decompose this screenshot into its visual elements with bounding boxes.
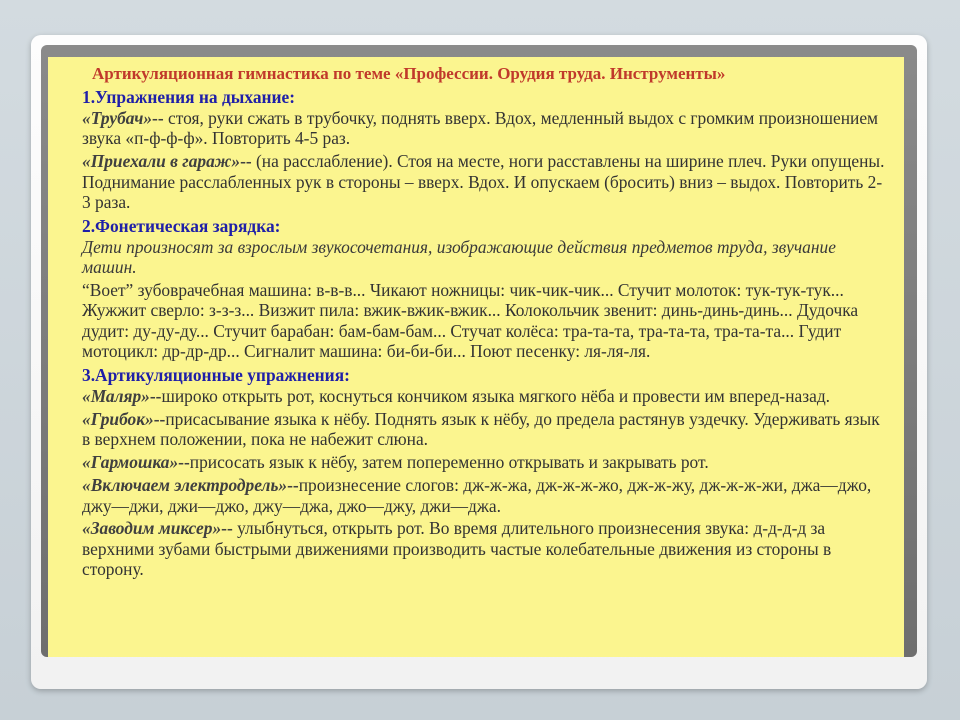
section-heading-phonetic: 2.Фонетическая зарядка:	[82, 216, 281, 237]
exercise-mikser	[82, 518, 890, 579]
exercise-trubach	[82, 108, 890, 149]
exercise-text: (на расслабление). Стоя на месте, ноги расставлены на ширине плеч. Руки опущены. Поднимание расслабленных рук в стороны – вверх. Вдох. И опускаем (бросить) вниз – выдох. Повторить 2-3 раза.	[82, 151, 885, 213]
exercise-name: «Гармошка»	[82, 452, 179, 473]
exercise-text: улыбнуться, открыть рот. Во время длительного произнесения звука: д-д-д-д за верхними зубами быстрыми движениями производить частые колебательные движения из стороны в сторону.	[82, 518, 832, 580]
exercise-elektrodrel	[82, 475, 890, 516]
exercise-name: «Приехали в гараж»	[82, 151, 241, 172]
phonetic-body: “Воет” зубоврачебная машина: в-в-в... Чикают ножницы: чик-чик-чик... Стучит молоток: тук-тук-тук... Жужжит сверло: з-з-з... Визжит пила: вжик-вжик-вжик... Колокольчик звенит: динь-динь-динь... Дудочка дудит: ду-ду-ду... Стучит барабан: бам-бам-бам... Стучат колёса: тра-та-та, тра-та-та, тра-та-та... Гудит мотоцикл: др-др-др... Сигналит машина: би-би-би... Поют песенку: ля-ля-ля.	[82, 279, 859, 362]
exercise-dashes: --	[178, 452, 190, 473]
phonetic-intro: Дети произносят за взрослым звукосочетания, изображающие действия предметов труда, звучание машин.	[82, 237, 836, 278]
exercise-name: «Грибок»	[82, 408, 154, 429]
exercise-name: «Заводим миксер»	[82, 518, 222, 539]
slide-content	[48, 57, 904, 657]
exercise-gribok	[82, 409, 890, 450]
exercise-garage	[82, 151, 890, 212]
exercise-name: «Трубач»	[82, 108, 153, 128]
exercise-text: произнесение слогов: дж-ж-жа, дж-ж-ж-жо, дж-ж-жу, дж-ж-ж-жи, джа—джо, джу—джи, джи—джо, джу—джа, джо—джу, джи—джа.	[82, 475, 872, 516]
exercise-text: присасывание языка к нёбу. Поднять язык к нёбу, до предела растянув уздечку. Удерживать язык в верхнем положении, пока не набежит слюна.	[82, 408, 880, 450]
exercise-dashes: --	[221, 518, 233, 539]
exercise-garmoshka	[82, 452, 890, 472]
exercise-text: стоя, руки сжать в трубочку, поднять вверх. Вдох, медленный выдох с громким произношением звука «п-ф-ф-ф». Повторить 4-5 раз.	[82, 108, 879, 149]
section-heading-breathing: 1.Упражнения на дыхание:	[82, 87, 296, 107]
exercise-dashes: --	[149, 385, 162, 406]
exercise-text: широко открыть рот, коснуться кончиком языка мягкого нёба и провести им вперед-назад.	[161, 385, 831, 406]
exercise-name: «Маляр»	[82, 385, 150, 406]
exercise-dashes: --	[153, 408, 166, 429]
exercise-dashes: --	[152, 108, 164, 128]
slide-title: Артикуляционная гимнастика по теме «Профессии. Орудия труда. Инструменты»	[92, 64, 726, 83]
exercise-dashes: --	[287, 475, 299, 496]
exercise-text: присосать язык к нёбу, затем попеременно открывать и закрывать рот.	[189, 452, 709, 473]
exercise-name: «Включаем электродрель»	[82, 475, 288, 496]
section-heading-articulation: 3.Артикуляционные упражнения:	[82, 364, 350, 385]
exercise-dashes: --	[240, 151, 252, 172]
exercise-malyar	[82, 386, 890, 406]
